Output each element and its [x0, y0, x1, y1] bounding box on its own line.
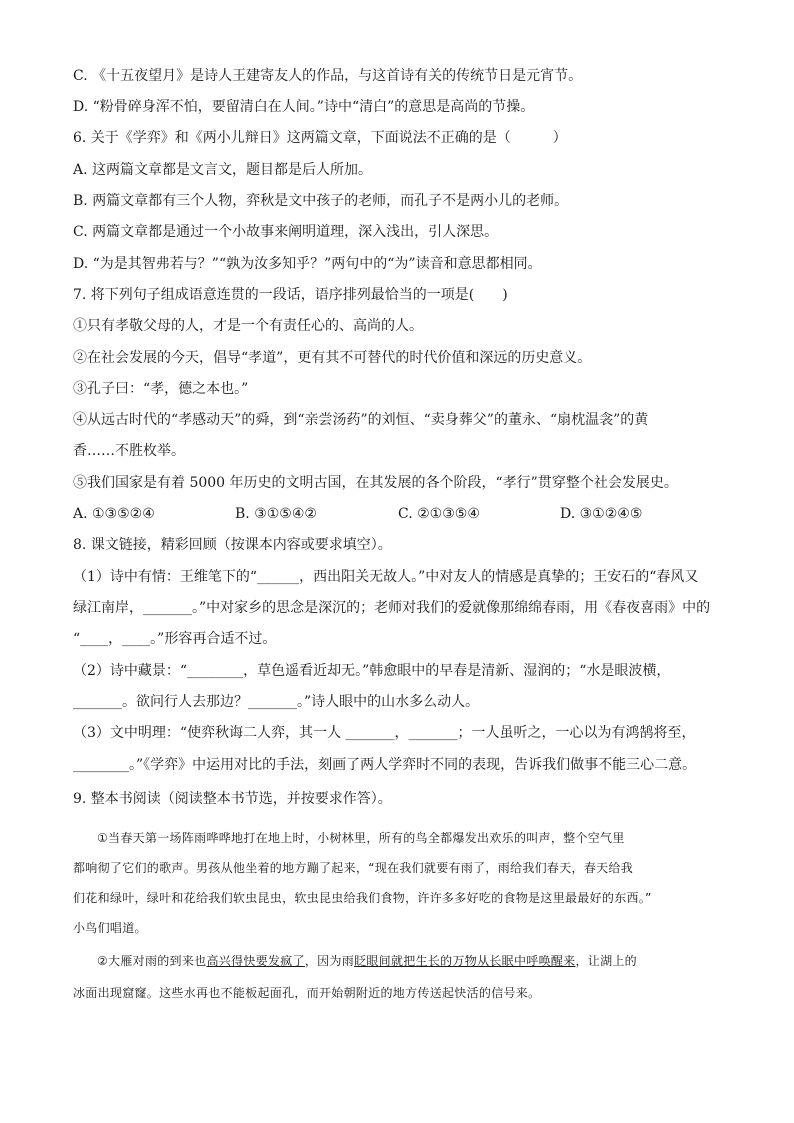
question-8: 8. 课文链接，精彩回顾（按课本内容或要求填空）。 [73, 537, 392, 553]
reading-p2-text-a: ②大雁对雨的到来也 [97, 954, 207, 968]
reading-p2-text-c: ，让湖上的 [575, 954, 637, 968]
q5-option-d: D. “粉骨碎身浑不怕，要留清白在人间。”诗中“清白”的意思是高尚的节操。 [73, 99, 535, 115]
q8-part-1-line-2: 绿江南岸，_______。”中对家乡的思念是深沉的；老师对我们的爱就像那绵绵春雨，用《春夜喜雨》中的 [73, 600, 711, 616]
reading-p1-line-3: 们花和绿叶，绿叶和花给我们软虫昆虫，软虫昆虫给我们食物，许许多多好吃的食物是这里最最好的东西。” [73, 891, 652, 905]
reading-p1-line-1: ①当春天第一场阵雨哗哗地打在地上时，小树林里，所有的鸟全都爆发出欢乐的叫声，整个空气里 [97, 831, 625, 845]
q7-sentence-3: ③孔子曰：“孝，德之本也。” [73, 381, 249, 397]
q6-option-b: B. 两篇文章都有三个人物，弈秋是文中孩子的老师，而孔子不是两小儿的老师。 [73, 193, 569, 209]
reading-p2-line-1 [97, 951, 737, 971]
q5-option-c: C. 《十五夜望月》是诗人王建寄友人的作品，与这首诗有关的传统节日是元宵节。 [73, 68, 583, 84]
q7-sentence-5: ⑤我们国家是有着 5000 年历史的文明古国，在其发展的各个阶段，“孝行”贯穿整个社会发展史。 [73, 475, 678, 491]
reading-p2-line-2: 冰面出现窟窿。这些水再也不能板起面孔，而开始朝附近的地方传送起快活的信号来。 [73, 986, 541, 1000]
q7-sentence-2: ②在社会发展的今天，倡导“孝道”，更有其不可替代的时代价值和深远的历史意义。 [73, 350, 592, 366]
q8-part-3-line-2: ________。”《学弈》中运用对比的手法，刻画了两人学弈时不同的表现，告诉我们做事不能三心二意。 [73, 757, 697, 773]
q6-option-c: C. 两篇文章都是通过一个小故事来阐明道理，深入浅出，引人深思。 [73, 224, 499, 240]
q6-option-a: A. 这两篇文章都是文言文，题目都是后人所加。 [73, 162, 373, 178]
question-7: 7. 将下列句子组成语意连贯的一段话，语序排列最恰当的一项是( ) [73, 287, 508, 303]
question-6: 6. 关于《学弈》和《两小儿辩日》这两篇文章，下面说法不正确的是（ ） [73, 130, 567, 146]
q7-option-c: C. ②①③⑤④ [398, 506, 480, 522]
q6-option-d: D. “为是其智弗若与？”“孰为汝多知乎？”两句中的“为”读音和意思都相同。 [73, 256, 542, 272]
reading-p2-underline-1: 高兴得快要发疯了 [206, 954, 305, 968]
reading-p2-text-b: ，因为雨 [304, 954, 355, 968]
q7-option-a: A. ①③⑤②④ [73, 506, 155, 522]
q8-part-3-line-1: （3）文中明理：“使弈秋诲二人弈，其一人 _______，_______；一人虽听之，一心以为有鸿鹄将至， [73, 725, 696, 741]
q7-option-d: D. ③①②④⑤ [560, 506, 643, 522]
q7-option-b: B. ③①⑤④② [235, 506, 317, 522]
q8-part-2-line-2: _______。欲问行人去那边？_______。”诗人眼中的山水多么动人。 [73, 694, 480, 710]
reading-p1-line-4: 小鸟们唱道。 [73, 921, 147, 935]
q7-sentence-1: ①只有孝敬父母的人，才是一个有责任心的、高尚的人。 [73, 318, 423, 334]
q8-part-1-line-3: “____，____。”形容再合适不过。 [73, 631, 277, 647]
q8-part-2-line-1: （2）诗中藏景：“________，草色遥看近却无。”韩愈眼中的早春是清新、湿润的；“水是眼波横， [73, 663, 671, 679]
reading-p2-underline-2: 眨眼间就把生长的万物从长眠中呼唤醒来 [354, 954, 576, 968]
q8-part-1-line-1: （1）诗中有情：王维笔下的“______，西出阳关无故人。”中对友人的情感是真挚的；王安石的“春风又 [73, 569, 699, 585]
question-9: 9. 整本书阅读（阅读整本书节选，并按要求作答）。 [73, 791, 392, 807]
reading-p1-line-2: 都响彻了它们的歌声。男孩从他坐着的地方蹦了起来，“现在我们就要有雨了，雨给我们春天，春天给我 [73, 861, 634, 875]
q7-sentence-4-cont: 香……不胜枚举。 [73, 443, 185, 459]
q7-sentence-4: ④从远古时代的“孝感动天”的舜，到“亲尝汤药”的刘恒、“卖身葬父”的董永、“扇枕温衾”的黄 [73, 412, 649, 428]
